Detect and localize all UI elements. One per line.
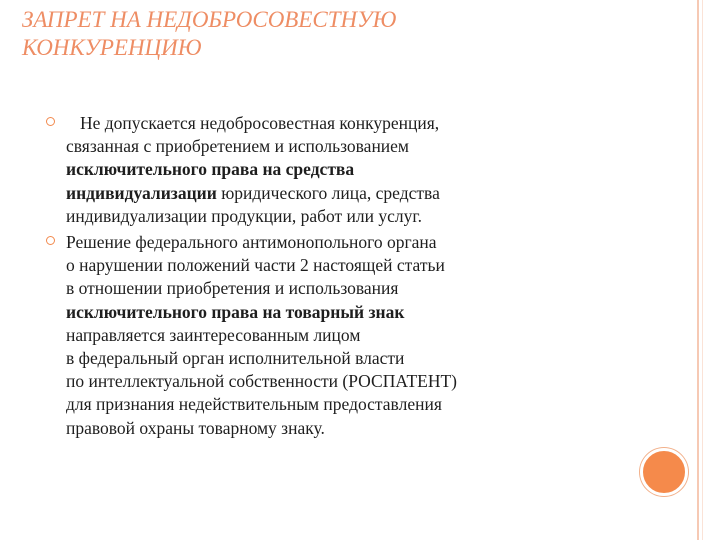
bullet-item-2: [46, 231, 626, 440]
ring-bullet-icon: [46, 117, 55, 126]
frame-border-line: [697, 0, 699, 540]
bullet-2-line-8: для признания недействительным предоставления: [66, 394, 442, 415]
title-line-1: ЗАПРЕТ НА НЕДОБРОСОВЕСТНУЮ: [22, 7, 397, 32]
bullet-2-line-3: в отношении приобретения и использования: [66, 278, 399, 299]
bullet-2-line-4: [66, 301, 626, 324]
bullet-2-line-6: в федеральный орган исполнительной власти: [66, 348, 405, 369]
bullet-1-line-3: [66, 158, 626, 181]
bullet-1-line-4-rest: юридического лица, средства: [216, 182, 440, 203]
bullet-1-bold-phrase: исключительного права на средства: [66, 159, 355, 180]
title-line-2: КОНКУРЕНЦИЮ: [22, 35, 202, 60]
bullet-1-line-4: [66, 182, 626, 205]
ring-bullet-icon: [46, 236, 55, 245]
bullet-1-line-2: связанная с приобретением и использованием: [66, 136, 410, 157]
slide-title: [22, 6, 642, 62]
bullet-1-bold-word: индивидуализации: [66, 182, 217, 203]
slide-body: [46, 112, 626, 443]
bullet-1-line-1: Не допускается недобросовестная конкуренция,: [80, 113, 440, 133]
bullet-item-1: [46, 112, 626, 228]
bullet-2-line-7: по интеллектуальной собственности (РОСПАТЕНТ): [66, 371, 457, 392]
bullet-2-bold-phrase: исключительного права на товарный знак: [66, 301, 405, 322]
frame-border-line-outer: [702, 0, 703, 540]
bullet-2-line-1: Решение федерального антимонопольного органа: [66, 232, 437, 253]
bullet-2-line-2: о нарушении положений части 2 настоящей статьи: [66, 255, 445, 276]
bullet-2-line-9: правовой охраны товарному знаку.: [66, 417, 325, 438]
bullet-1-line-5: индивидуализации продукции, работ или услуг.: [66, 205, 422, 226]
bullet-2-line-5: направляется заинтересованным лицом: [66, 324, 361, 345]
decorative-circle-icon: [640, 448, 688, 496]
